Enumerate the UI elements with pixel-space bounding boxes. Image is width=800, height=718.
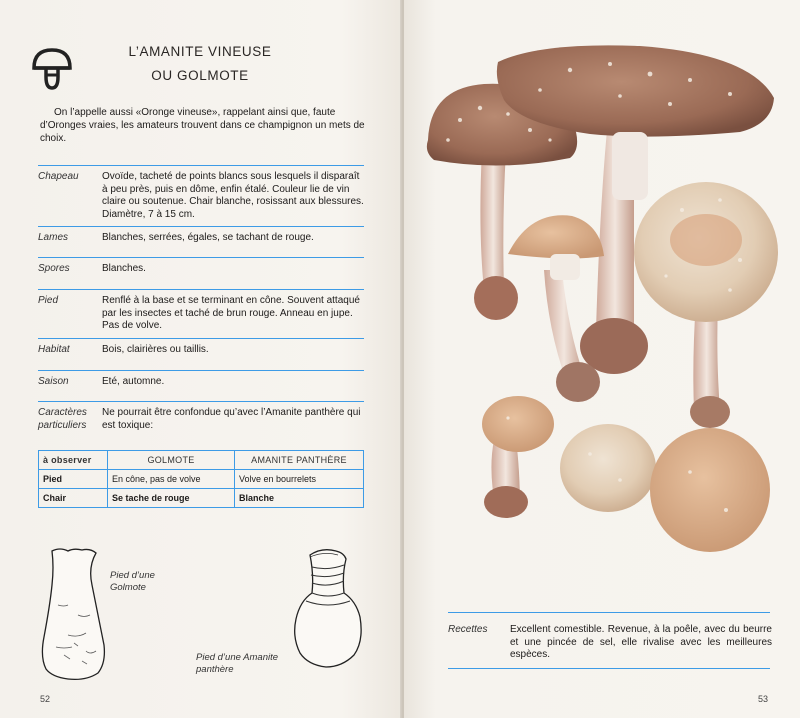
description-rows [38,165,364,444]
table-header-cell: GOLMOTE [108,451,235,470]
table-cell: Chair [39,489,108,508]
row-text: Ne pourrait être confondue qu’avec l’Amanite panthère qui est toxique: [102,407,361,431]
row-lames [38,226,364,257]
cap-4-center [670,214,742,266]
bulb-1 [474,276,518,320]
caption-panthere: Pied d’une Amanite panthère [196,652,279,675]
row-text: Blanches, serrées, égales, se tachant de rouge. [102,232,314,243]
bulb-3 [556,362,600,402]
row-label: Caractères particuliers [38,407,87,431]
row-text: Renflé à la base et se terminant en cône. Souvent attaqué par les insectes et taché de brun rouge. Anneau en jupe. Pas de volve. [102,295,360,331]
row-saison [38,370,364,401]
table-row [39,489,364,508]
mushroom-logo-icon [30,44,74,90]
golmote-stem-drawing [38,545,108,685]
table-cell: Se tache de rouge [108,489,235,508]
row-label: Lames [38,232,69,243]
row-text: Bois, clairières ou taillis. [102,344,209,355]
row-text: Eté, automne. [102,376,165,387]
row-label: Habitat [38,344,70,355]
table-header-row [39,451,364,470]
cap-6 [560,424,656,512]
ring-2 [612,132,648,200]
row-text: Ovoïde, tacheté de points blancs sous lesquels il disparaît à peu près, puis en dôme, enfin étalé. Couleur lie de vin claire ou soutenue. Chair blanche, rosissant aux blessures. Diamètre, 7 à 15 cm. [102,171,364,220]
cap-7 [650,428,770,552]
recette-label: Recettes [448,624,488,635]
row-label: Saison [38,376,69,387]
row-label: Chapeau [38,171,79,182]
bulb-5 [484,486,528,518]
rule-bottom [448,668,770,669]
cap-3 [508,215,604,258]
intro-paragraph: On l’appelle aussi «Oronge vineuse», rappelant ainsi que, faute d’Oronges vraies, les amateurs trouvent dans ce champignon un mets de choix. [40,107,365,144]
stem-1 [480,150,506,290]
table-header-cell: à observer [39,451,108,470]
table-header-cell: AMANITE PANTHÈRE [235,451,364,470]
row-spores [38,257,364,289]
page-title [110,40,290,88]
row-text: Blanches. [102,263,146,274]
table-cell: Volve en bourrelets [235,470,364,489]
row-label: Spores [38,263,70,274]
comparison-table [38,450,364,508]
cap-5 [482,396,554,452]
mushroom-photo [420,40,780,560]
bulb-4 [690,396,730,428]
title-line-1: L’AMANITE VINEUSE [128,44,272,59]
page-number-right: 53 [758,694,769,704]
table-cell: Blanche [235,489,364,508]
caption-golmote: Pied d’une Golmote [110,570,155,593]
row-caracteres [38,401,364,444]
table-cell: Pied [39,470,108,489]
title-line-2: OU GOLMOTE [151,68,249,83]
table-cell: En cône, pas de volve [108,470,235,489]
recette-section [448,624,772,662]
rule-top [448,612,770,613]
ring-3 [550,254,580,280]
row-habitat [38,338,364,370]
row-pied [38,289,364,338]
table-row [39,470,364,489]
recette-text: Excellent comestible. Revenue, à la poêle, avec du beurre et une pincée de sel, elle rivalise avec les meilleures espèces. [510,624,772,660]
row-label: Pied [38,295,59,306]
row-chapeau [38,165,364,226]
page-number-left: 52 [40,694,51,704]
